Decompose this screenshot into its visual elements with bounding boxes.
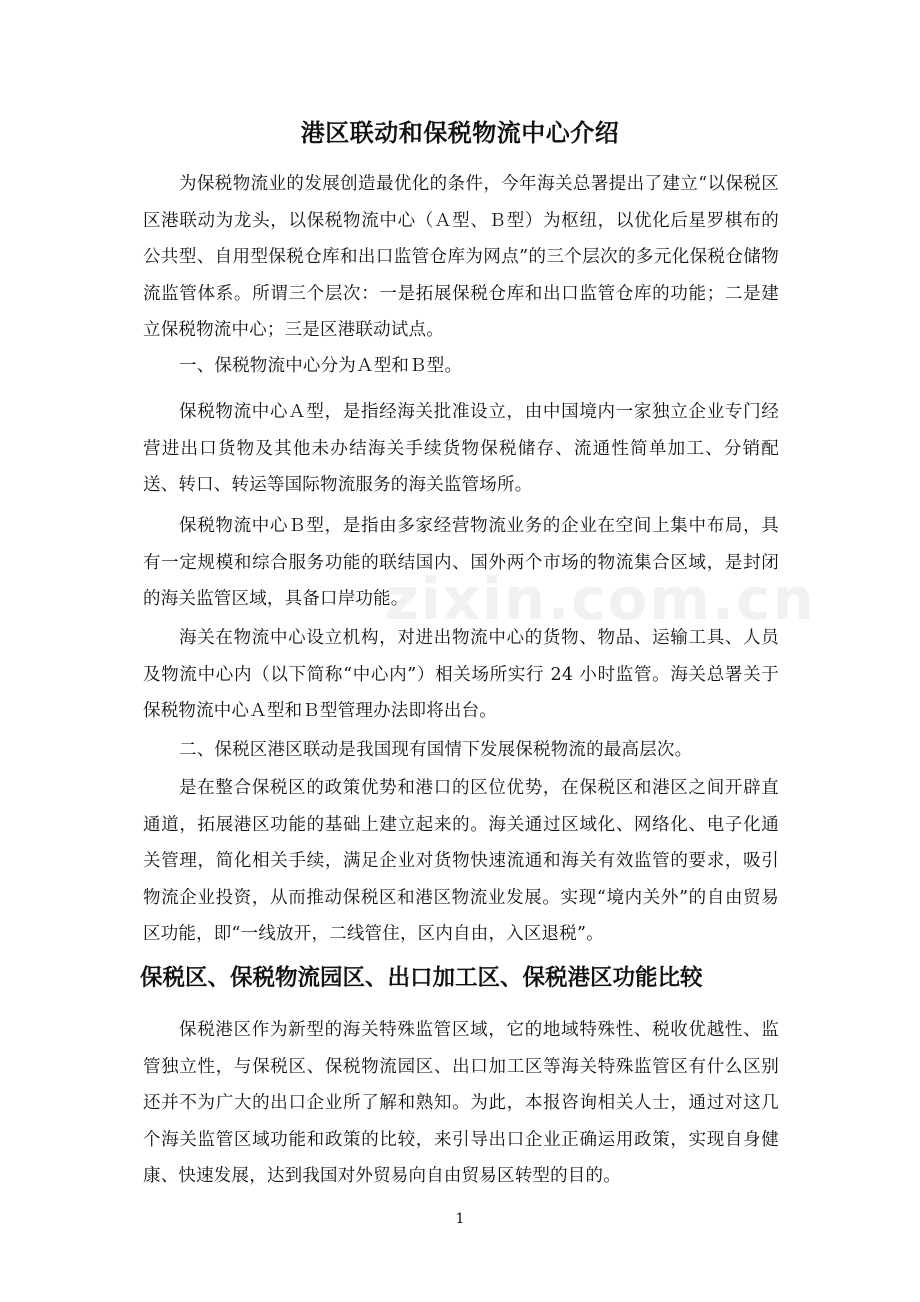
page-number: 1 xyxy=(455,1211,465,1227)
paragraph-intro: 为保税物流业的发展创造最优化的条件，今年海关总署提出了建立“以保税区区港联动为龙头，以保税物流中心（Ａ型、Ｂ型）为枢纽，以优化后星罗棋布的公共型、自用型保税仓库和出口监管仓库为网点”的三个层次的多元化保税仓储物流监管体系。所谓三个层次：一是拓展保税仓库和出口监管仓库的功能；二是建立保税物流中心；三是区港联动试点。 xyxy=(143,174,779,340)
paragraph-comparison-intro: 保税港区作为新型的海关特殊监管区域，它的地域特殊性、税收优越性、监管独立性，与保税区、保税物流园区、出口加工区等海关特殊监管区有什么区别还并不为广大的出口企业所了解和熟知。为此，本报咨询相关人士，通过对这几个海关监管区域功能和政策的比较，来引导出口企业正确运用政策，实现自身健康、快速发展，达到我国对外贸易向自由贸易区转型的目的。 xyxy=(143,1020,779,1186)
watermark: zixin.com.cn xyxy=(385,565,816,633)
paragraph-section-two-heading: 二、保税区港区联动是我国现有国情下发展保税物流的最高层次。 xyxy=(179,740,693,760)
paragraph-center-type-a: 保税物流中心Ａ型，是指经海关批准设立，由中国境内一家独立企业专门经营进出口货物及其他未办结海关手续货物保税储存、流通性简单加工、分销配送、转口、转运等国际物流服务的海关监管场所。 xyxy=(143,402,779,495)
paragraph-port-linkage: 是在整合保税区的政策优势和港口的区位优势，在保税区和港区之间开辟直通道，拓展港区功能的基础上建立起来的。海关通过区域化、网络化、电子化通关管理，简化相关手续，满足企业对货物快速流通和海关有效监管的要求，吸引物流企业投资，从而推动保税区和港区物流业发展。实现“境内关外”的自由贸易区功能，即“一线放开，二线管住，区内自由，入区退税”。 xyxy=(143,778,779,944)
paragraph-center-type-b: 保税物流中心Ｂ型，是指由多家经营物流业务的企业在空间上集中布局，具有一定规模和综合服务功能的联结国内、国外两个市场的物流集合区域，是封闭的海关监管区域，具备口岸功能。 xyxy=(143,516,779,609)
paragraph-customs-supervision: 海关在物流中心设立机构，对进出物流中心的货物、物品、运输工具、人员及物流中心内（以下简称“中心内”）相关场所实行 24 小时监管。海关总署关于保税物流中心Ａ型和Ｂ型管理办法即将出台。 xyxy=(143,628,779,721)
page-title: 港区联动和保税物流中心介绍 xyxy=(300,119,620,147)
section-heading: 保税区、保税物流园区、出口加工区、保税港区功能比较 xyxy=(140,965,703,991)
paragraph-section-one-heading: 一、保税物流中心分为Ａ型和Ｂ型。 xyxy=(179,356,463,376)
